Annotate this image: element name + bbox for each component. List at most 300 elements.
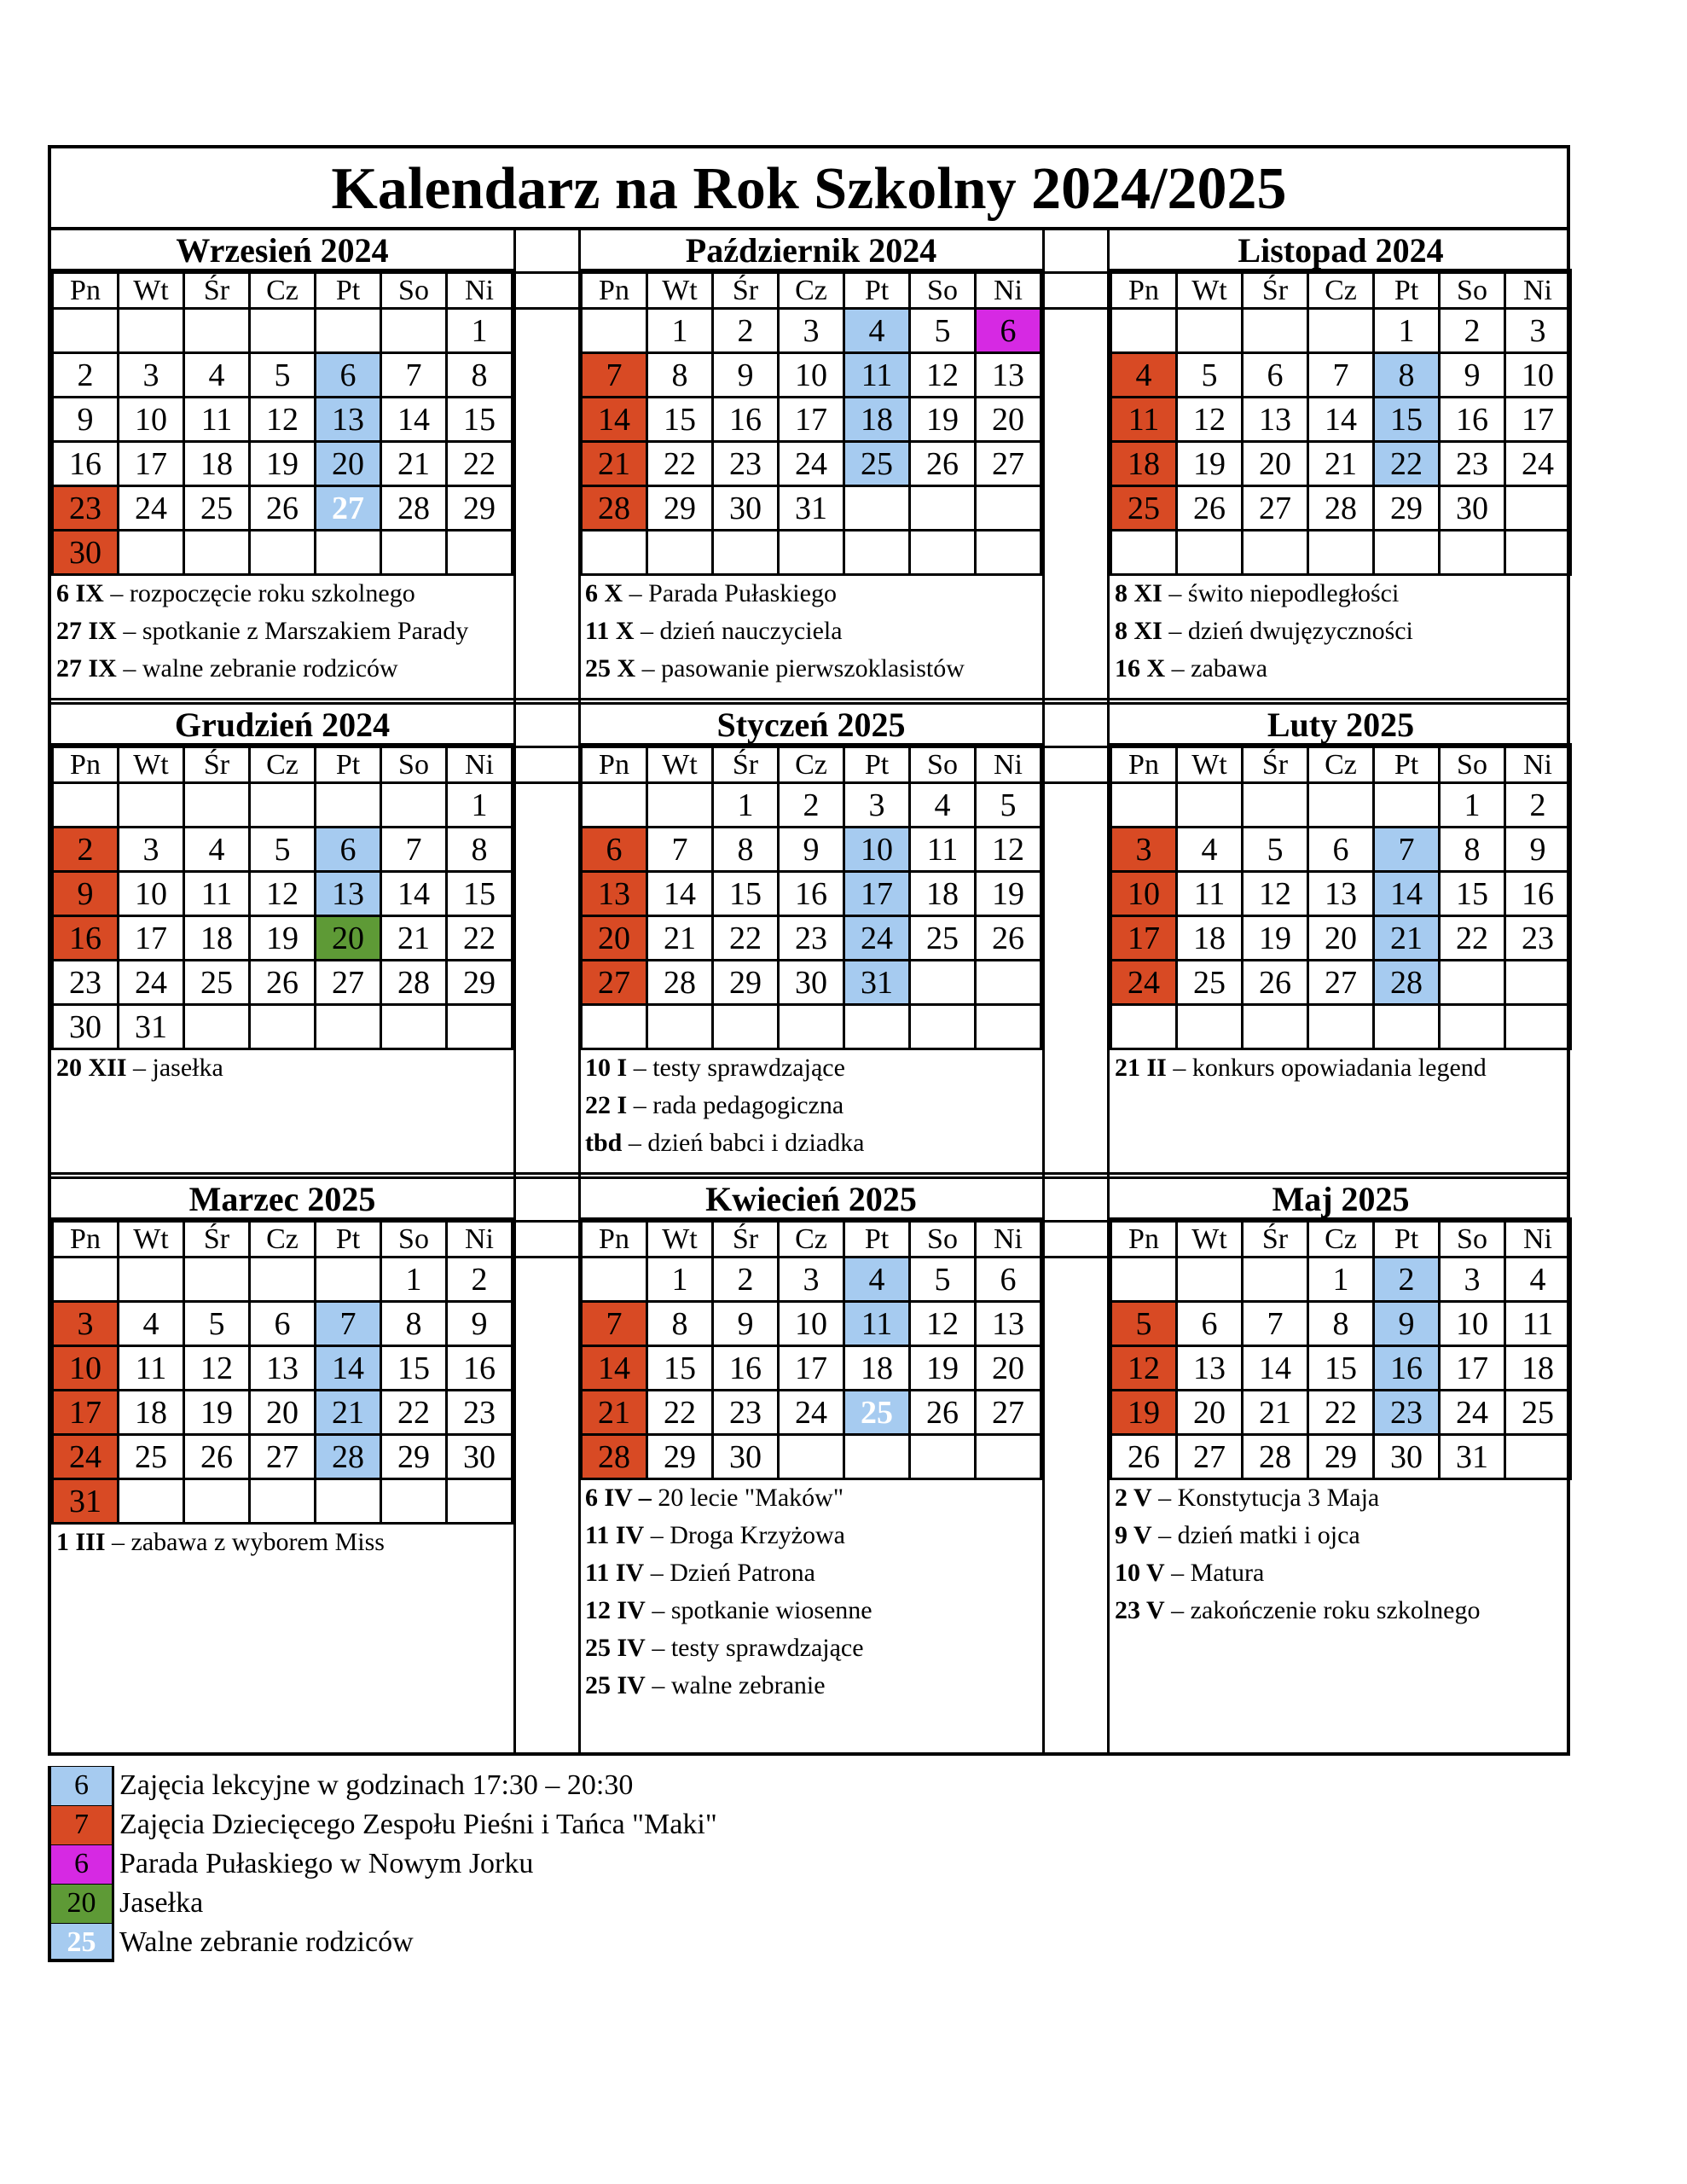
weekday-label: Pt — [316, 1222, 381, 1258]
week-row — [1111, 1346, 1571, 1391]
weekday-label: Śr — [1243, 1222, 1308, 1258]
weekday-label: Ni — [1505, 273, 1571, 309]
weekday-header — [53, 1222, 513, 1258]
day-cell: 23 — [447, 1391, 513, 1435]
day-cell: 5 — [976, 783, 1041, 828]
note-date: 10 I — [585, 1054, 628, 1082]
weekday-label: So — [381, 747, 447, 783]
day-cell — [1177, 309, 1243, 353]
day-cell: 30 — [1440, 486, 1505, 531]
day-cell: 10 — [779, 353, 844, 398]
day-cell: 11 — [1111, 398, 1177, 442]
legend-label: Parada Pułaskiego w Nowym Jorku — [119, 1848, 534, 1879]
week-row — [1111, 872, 1571, 916]
month-block — [1110, 705, 1572, 1179]
separator-header-line — [1045, 1220, 1107, 1223]
note-line — [1115, 613, 1567, 650]
day-cell — [1111, 783, 1177, 828]
day-cell — [1243, 783, 1308, 828]
month-block — [51, 1179, 513, 1756]
weekday-label: Wt — [647, 747, 713, 783]
weekday-header — [582, 747, 1041, 783]
day-cell: 25 — [119, 1435, 184, 1479]
weekday-header — [582, 273, 1041, 309]
note-text: – dzień nauczyciela — [634, 617, 843, 645]
week-row — [1111, 916, 1571, 961]
day-cell: 12 — [976, 828, 1041, 872]
day-cell: 8 — [1374, 353, 1440, 398]
day-cell: 21 — [316, 1391, 381, 1435]
week-row — [1111, 353, 1571, 398]
separator-header-line — [516, 1256, 578, 1258]
day-cell — [844, 1005, 910, 1049]
day-cell: 19 — [250, 442, 316, 486]
day-cell — [647, 783, 713, 828]
day-cell: 8 — [647, 353, 713, 398]
day-cell: 2 — [447, 1258, 513, 1302]
day-cell: 13 — [1177, 1346, 1243, 1391]
weekday-label: So — [1440, 273, 1505, 309]
note-text: – testy sprawdzające — [645, 1634, 864, 1662]
month-name: Luty 2025 — [1110, 705, 1572, 746]
note-line — [56, 1049, 508, 1087]
day-cell: 14 — [647, 872, 713, 916]
day-cell: 10 — [53, 1346, 119, 1391]
weekday-label: So — [910, 273, 976, 309]
week-row — [1111, 1005, 1571, 1049]
day-cell: 28 — [647, 961, 713, 1005]
day-cell: 19 — [976, 872, 1041, 916]
day-cell — [713, 1005, 779, 1049]
month-notes — [580, 1049, 1042, 1162]
day-cell: 24 — [1111, 961, 1177, 1005]
weekday-label: Ni — [447, 1222, 513, 1258]
day-cell — [779, 1005, 844, 1049]
note-text: – spotkanie wiosenne — [645, 1596, 872, 1624]
day-cell: 30 — [447, 1435, 513, 1479]
day-cell: 23 — [713, 1391, 779, 1435]
note-text: 20 lecie "Maków" — [651, 1484, 844, 1512]
note-line — [585, 1087, 1037, 1124]
weekday-header — [1111, 1222, 1571, 1258]
day-cell: 24 — [119, 486, 184, 531]
day-cell: 19 — [1111, 1391, 1177, 1435]
day-cell: 2 — [1505, 783, 1571, 828]
week-row — [53, 531, 513, 575]
day-cell: 7 — [381, 353, 447, 398]
day-cell: 27 — [1308, 961, 1374, 1005]
day-cell: 31 — [779, 486, 844, 531]
day-cell: 25 — [844, 442, 910, 486]
day-cell: 26 — [1177, 486, 1243, 531]
month-grid — [51, 746, 513, 1050]
day-cell: 6 — [582, 828, 647, 872]
month-grid — [580, 1220, 1042, 1480]
separator-header-line — [1045, 307, 1107, 310]
day-cell: 15 — [447, 872, 513, 916]
day-cell: 9 — [1505, 828, 1571, 872]
day-cell: 13 — [976, 353, 1041, 398]
month-notes — [51, 1524, 513, 1561]
day-cell: 8 — [647, 1302, 713, 1346]
day-cell — [316, 1479, 381, 1524]
day-cell: 12 — [1111, 1346, 1177, 1391]
day-cell: 27 — [582, 961, 647, 1005]
separator-header-line — [516, 1220, 578, 1223]
day-cell: 29 — [447, 961, 513, 1005]
weekday-label: So — [1440, 1222, 1505, 1258]
legend-swatch: 6 — [48, 1844, 114, 1884]
week-row — [53, 1005, 513, 1049]
day-cell: 20 — [976, 1346, 1041, 1391]
day-cell — [184, 783, 250, 828]
weekday-label: Pn — [1111, 273, 1177, 309]
day-cell: 18 — [184, 916, 250, 961]
note-date: 8 XI — [1115, 579, 1162, 607]
day-cell: 24 — [1505, 442, 1571, 486]
weekday-label: Pt — [844, 273, 910, 309]
day-cell — [53, 309, 119, 353]
note-line — [1115, 650, 1567, 688]
legend-item — [48, 1766, 717, 1805]
day-cell: 7 — [1308, 353, 1374, 398]
day-cell: 28 — [381, 486, 447, 531]
day-cell — [1308, 783, 1374, 828]
day-cell: 8 — [447, 353, 513, 398]
day-cell: 9 — [53, 872, 119, 916]
day-cell: 29 — [647, 486, 713, 531]
day-cell — [910, 486, 976, 531]
weekday-label: So — [910, 1222, 976, 1258]
note-line — [1115, 1554, 1567, 1592]
day-cell: 18 — [1177, 916, 1243, 961]
day-cell — [381, 1479, 447, 1524]
day-cell: 10 — [119, 398, 184, 442]
day-cell: 16 — [1440, 398, 1505, 442]
day-cell: 9 — [713, 353, 779, 398]
day-cell: 22 — [1374, 442, 1440, 486]
day-cell: 7 — [316, 1302, 381, 1346]
note-text: – spotkanie z Marszakiem Parady — [116, 617, 469, 645]
day-cell: 5 — [250, 353, 316, 398]
separator-header-line — [516, 781, 578, 784]
weekday-header — [53, 273, 513, 309]
day-cell — [1440, 961, 1505, 1005]
week-row — [582, 872, 1041, 916]
day-cell: 5 — [250, 828, 316, 872]
week-row — [1111, 531, 1571, 575]
day-cell — [582, 1005, 647, 1049]
day-cell: 25 — [844, 1391, 910, 1435]
week-row — [53, 1479, 513, 1524]
day-cell: 11 — [844, 1302, 910, 1346]
weekday-label: Ni — [447, 747, 513, 783]
day-cell — [381, 1005, 447, 1049]
day-cell: 8 — [381, 1302, 447, 1346]
day-cell: 7 — [647, 828, 713, 872]
week-row — [1111, 442, 1571, 486]
month-block — [580, 705, 1042, 1179]
day-cell: 21 — [647, 916, 713, 961]
week-row — [582, 531, 1041, 575]
day-cell: 17 — [1111, 916, 1177, 961]
note-line — [56, 575, 508, 613]
legend-swatch: 25 — [48, 1923, 114, 1962]
day-cell: 4 — [844, 1258, 910, 1302]
month-notes — [51, 1049, 513, 1087]
weekday-label: Wt — [1177, 747, 1243, 783]
note-text: – świto niepodległości — [1162, 579, 1400, 607]
day-cell — [1374, 1005, 1440, 1049]
day-cell: 23 — [53, 961, 119, 1005]
day-cell: 4 — [119, 1302, 184, 1346]
separator-header-line — [1045, 271, 1107, 274]
month-notes — [1110, 1479, 1572, 1629]
separator-header-line — [516, 271, 578, 274]
week-row — [582, 916, 1041, 961]
day-cell: 13 — [250, 1346, 316, 1391]
day-cell: 30 — [1374, 1435, 1440, 1479]
day-cell: 15 — [381, 1346, 447, 1391]
week-row — [1111, 1435, 1571, 1479]
day-cell: 8 — [713, 828, 779, 872]
day-cell: 21 — [582, 442, 647, 486]
day-cell: 18 — [1505, 1346, 1571, 1391]
day-cell: 9 — [1440, 353, 1505, 398]
day-cell: 30 — [779, 961, 844, 1005]
day-cell: 12 — [184, 1346, 250, 1391]
weekday-label: Pt — [844, 747, 910, 783]
day-cell: 1 — [447, 309, 513, 353]
weekday-label: Śr — [184, 747, 250, 783]
note-line — [585, 1592, 1037, 1629]
day-cell: 16 — [713, 1346, 779, 1391]
day-cell: 30 — [53, 531, 119, 575]
day-cell: 1 — [1440, 783, 1505, 828]
day-cell — [976, 1435, 1041, 1479]
note-date: 9 V — [1115, 1521, 1152, 1549]
weekday-label: Wt — [1177, 273, 1243, 309]
day-cell: 11 — [1505, 1302, 1571, 1346]
day-cell: 19 — [250, 916, 316, 961]
day-cell — [381, 531, 447, 575]
column-separator — [1042, 1179, 1110, 1756]
note-text: – pasowanie pierwszoklasistów — [635, 654, 965, 682]
legend — [48, 1766, 717, 1962]
month-grid — [51, 1220, 513, 1525]
weekday-label: Pn — [582, 747, 647, 783]
week-row — [582, 1005, 1041, 1049]
day-cell — [250, 531, 316, 575]
day-cell: 26 — [976, 916, 1041, 961]
day-cell — [316, 783, 381, 828]
day-cell: 4 — [184, 828, 250, 872]
day-cell: 23 — [1440, 442, 1505, 486]
day-cell: 4 — [844, 309, 910, 353]
day-cell: 18 — [1111, 442, 1177, 486]
day-cell: 28 — [316, 1435, 381, 1479]
legend-swatch: 6 — [48, 1766, 114, 1805]
legend-swatch: 7 — [48, 1805, 114, 1844]
week-row — [53, 1258, 513, 1302]
day-cell — [250, 783, 316, 828]
note-text: – jasełka — [126, 1054, 223, 1082]
note-text: – konkurs opowiadania legend — [1166, 1054, 1487, 1082]
day-cell: 5 — [184, 1302, 250, 1346]
weekday-label: Wt — [647, 1222, 713, 1258]
day-cell — [976, 531, 1041, 575]
note-line — [585, 1049, 1037, 1087]
week-row — [1111, 1391, 1571, 1435]
day-cell: 29 — [1374, 486, 1440, 531]
day-cell: 28 — [582, 486, 647, 531]
day-cell: 22 — [713, 916, 779, 961]
weekday-header — [1111, 747, 1571, 783]
day-cell — [1111, 1005, 1177, 1049]
note-line — [585, 650, 1037, 688]
day-cell — [1243, 1005, 1308, 1049]
note-date: 12 IV — [585, 1596, 646, 1624]
day-cell: 19 — [1177, 442, 1243, 486]
weekday-label: Pt — [316, 747, 381, 783]
day-cell: 21 — [381, 442, 447, 486]
note-line — [1115, 1479, 1567, 1517]
day-cell: 14 — [582, 1346, 647, 1391]
day-cell: 25 — [1177, 961, 1243, 1005]
day-cell: 3 — [53, 1302, 119, 1346]
note-date: 16 X — [1115, 654, 1166, 682]
weekday-label: Cz — [1308, 747, 1374, 783]
note-date: 23 V — [1115, 1596, 1165, 1624]
note-line — [585, 575, 1037, 613]
note-text: – walne zebranie rodziców — [116, 654, 398, 682]
day-cell: 1 — [381, 1258, 447, 1302]
day-cell: 14 — [381, 872, 447, 916]
day-cell: 17 — [779, 398, 844, 442]
day-cell — [1111, 309, 1177, 353]
day-cell: 12 — [1177, 398, 1243, 442]
week-row — [582, 1302, 1041, 1346]
day-cell — [447, 1479, 513, 1524]
day-cell: 26 — [910, 442, 976, 486]
day-cell — [447, 531, 513, 575]
day-cell — [316, 531, 381, 575]
day-cell: 27 — [1243, 486, 1308, 531]
day-cell: 4 — [184, 353, 250, 398]
day-cell — [582, 783, 647, 828]
day-cell: 20 — [250, 1391, 316, 1435]
day-cell: 13 — [1243, 398, 1308, 442]
month-notes — [1110, 1049, 1572, 1087]
day-cell — [713, 531, 779, 575]
day-cell: 22 — [647, 442, 713, 486]
weekday-label: Pt — [1374, 747, 1440, 783]
day-cell: 16 — [779, 872, 844, 916]
day-cell — [1505, 486, 1571, 531]
note-text: – dzień dwujęzyczności — [1162, 617, 1413, 645]
day-cell — [1505, 531, 1571, 575]
legend-item — [48, 1923, 717, 1962]
day-cell: 15 — [713, 872, 779, 916]
week-row — [582, 353, 1041, 398]
day-cell — [582, 531, 647, 575]
calendar-title: Kalendarz na Rok Szkolny 2024/2025 — [51, 148, 1567, 230]
day-cell: 18 — [184, 442, 250, 486]
note-date: 20 XII — [56, 1054, 127, 1082]
day-cell: 28 — [1374, 961, 1440, 1005]
day-cell: 23 — [779, 916, 844, 961]
weekday-label: Pt — [1374, 1222, 1440, 1258]
day-cell — [1177, 783, 1243, 828]
day-cell: 28 — [381, 961, 447, 1005]
week-row — [582, 1391, 1041, 1435]
note-date: 8 XI — [1115, 617, 1162, 645]
weekday-label: Ni — [1505, 747, 1571, 783]
day-cell — [1308, 1005, 1374, 1049]
week-row — [582, 442, 1041, 486]
day-cell: 3 — [119, 353, 184, 398]
day-cell: 26 — [1243, 961, 1308, 1005]
month-grid — [51, 271, 513, 576]
day-cell: 30 — [713, 1435, 779, 1479]
day-cell — [910, 1005, 976, 1049]
day-cell: 20 — [1243, 442, 1308, 486]
day-cell — [119, 1479, 184, 1524]
note-date: 25 IV — [585, 1634, 646, 1662]
day-cell: 22 — [1440, 916, 1505, 961]
note-text: – Konstytucja 3 Maja — [1151, 1484, 1380, 1512]
day-cell — [1374, 783, 1440, 828]
week-row — [582, 398, 1041, 442]
day-cell: 16 — [447, 1346, 513, 1391]
day-cell: 27 — [316, 961, 381, 1005]
day-cell: 13 — [1308, 872, 1374, 916]
column-separator — [513, 1179, 581, 1756]
day-cell: 14 — [1374, 872, 1440, 916]
week-row — [53, 309, 513, 353]
day-cell: 21 — [1308, 442, 1374, 486]
note-text: – testy sprawdzające — [627, 1054, 845, 1082]
day-cell: 14 — [316, 1346, 381, 1391]
day-cell: 27 — [1177, 1435, 1243, 1479]
weekday-label: Ni — [976, 1222, 1041, 1258]
week-row — [53, 1346, 513, 1391]
week-row — [53, 1391, 513, 1435]
note-text: – zakończenie roku szkolnego — [1164, 1596, 1481, 1624]
weekday-label: Wt — [119, 747, 184, 783]
legend-label: Walne zebranie rodziców — [119, 1926, 414, 1958]
day-cell: 19 — [184, 1391, 250, 1435]
month-grid — [1110, 1220, 1572, 1480]
day-cell — [184, 1479, 250, 1524]
month-name: Kwiecień 2025 — [580, 1179, 1042, 1220]
note-date: 11 X — [585, 617, 635, 645]
day-cell — [1374, 531, 1440, 575]
note-line — [1115, 575, 1567, 613]
day-cell: 26 — [250, 961, 316, 1005]
day-cell — [976, 486, 1041, 531]
day-cell: 16 — [53, 916, 119, 961]
day-cell: 14 — [582, 398, 647, 442]
day-cell: 3 — [1505, 309, 1571, 353]
week-row — [53, 353, 513, 398]
day-cell: 22 — [447, 442, 513, 486]
day-cell: 21 — [582, 1391, 647, 1435]
month-grid — [1110, 271, 1572, 576]
day-cell: 13 — [316, 398, 381, 442]
weekday-header — [1111, 273, 1571, 309]
day-cell: 11 — [1177, 872, 1243, 916]
